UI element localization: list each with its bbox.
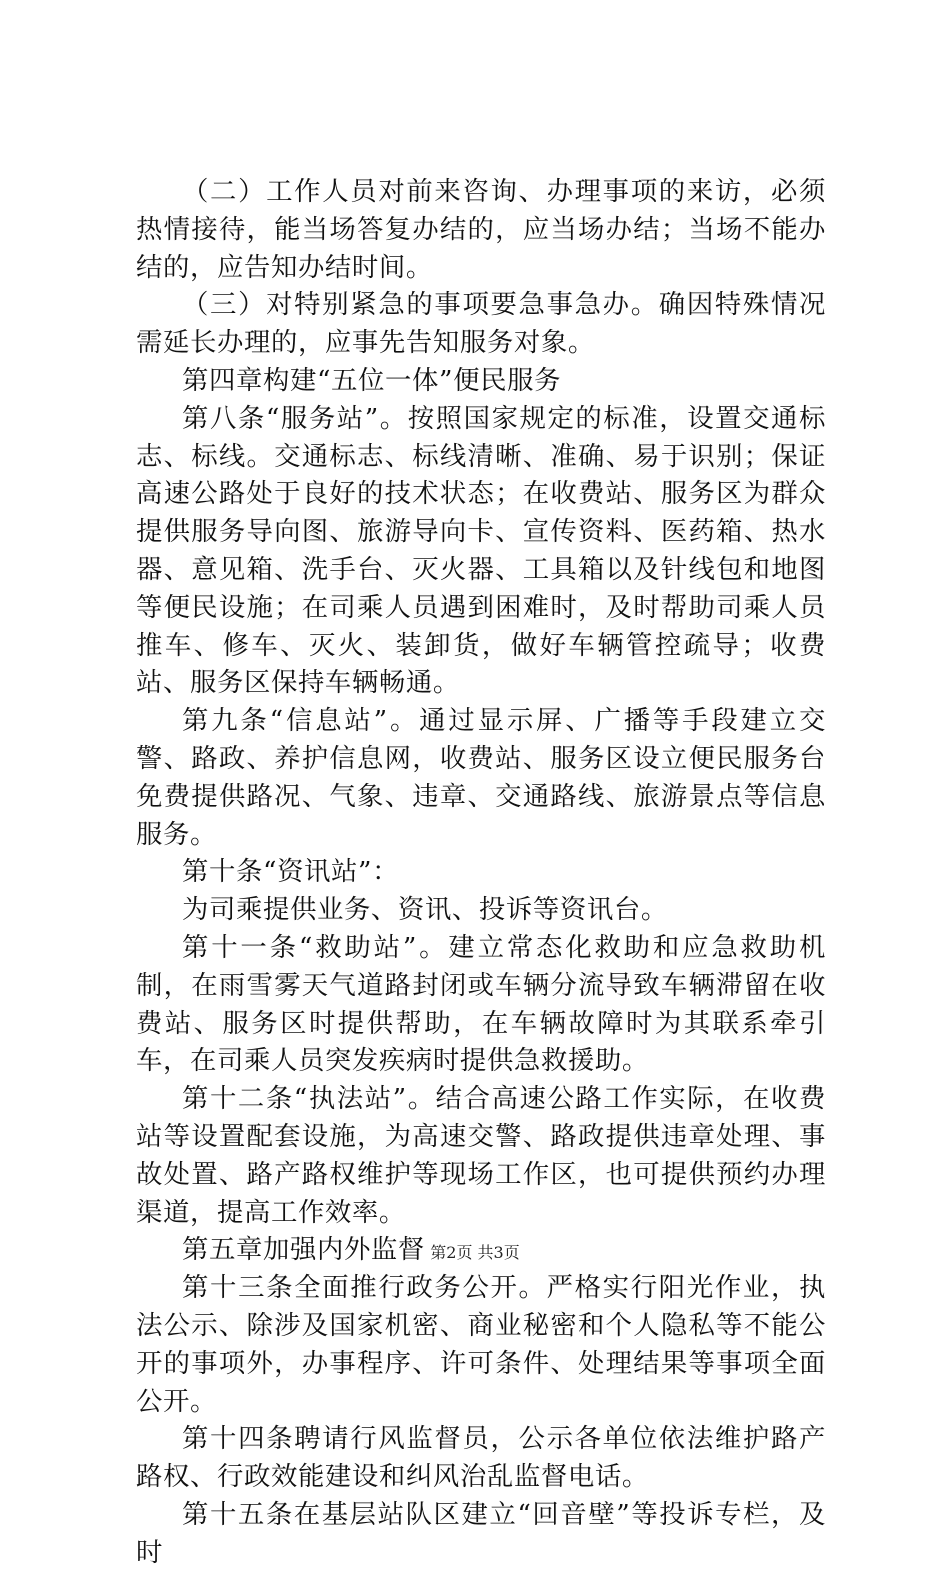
document-body (136, 173, 826, 1571)
article-10-heading: 第十条“资讯站”： (182, 856, 400, 888)
article-11: 第十一条“救助站”。建立常态化救助和应急救助机制，在雨雪雾天气道路封闭或车辆分流导致车辆滞留在收费站、服务区时提供帮助，在车辆故障时为其联系牵引车，在司乘人员突发疾病时提供急救援助。 (136, 931, 826, 1077)
chapter-heading-4: 第四章构建“五位一体”便民服务 (182, 364, 562, 396)
paragraph-item-3: （三）对特别紧急的事项要急事急办。确因特殊情况需延长办理的，应事先告知服务对象。 (136, 289, 826, 359)
article-14: 第十四条聘请行风监督员，公示各单位依法维护路产路权、行政效能建设和纠风治乱监督电话。 (136, 1423, 826, 1493)
article-12: 第十二条“执法站”。结合高速公路工作实际，在收费站等设置配套设施，为高速交警、路政提供违章处理、事故处置、路产路权维护等现场工作区，也可提供预约办理渠道，提高工作效率。 (136, 1083, 826, 1228)
article-9: 第九条“信息站”。通过显示屏、广播等手段建立交警、路政、养护信息网，收费站、服务区设立便民服务台免费提供路况、气象、违章、交通路线、旅游景点等信息服务。 (136, 705, 826, 850)
page-number-footer: 第2页 共3页 (430, 1243, 520, 1262)
paragraph-item-2: （二）工作人员对前来咨询、办理事项的来访，必须热情接待，能当场答复办结的，应当场办结；当场不能办结的，应告知办结时间。 (136, 176, 826, 283)
chapter-heading-5: 第五章加强内外监督 (182, 1234, 425, 1266)
article-13: 第十三条全面推行政务公开。严格实行阳光作业，执法公示、除涉及国家机密、商业秘密和个人隐私等不能公开的事项外，办事程序、许可条件、处理结果等事项全面公开。 (136, 1272, 826, 1417)
article-15: 第十五条在基层站队区建立“回音壁”等投诉专栏，及时 (136, 1498, 826, 1568)
article-8: 第八条“服务站”。按照国家规定的标准，设置交通标志、标线。交通标志、标线清晰、准确、易于识别；保证高速公路处于良好的技术状态；在收费站、服务区为群众提供服务导向图、旅游导向卡、宣传资料、医药箱、热水器、意见箱、洗手台、灭火器、工具箱以及针线包和地图等便民设施；在司乘人员遇到困难时，及时帮助司乘人员推车、修车、灭火、装卸货，做好车辆管控疏导；收费站、服务区保持车辆畅通。 (136, 402, 826, 699)
article-10-body: 为司乘提供业务、资讯、投诉等资讯台。 (182, 894, 668, 926)
